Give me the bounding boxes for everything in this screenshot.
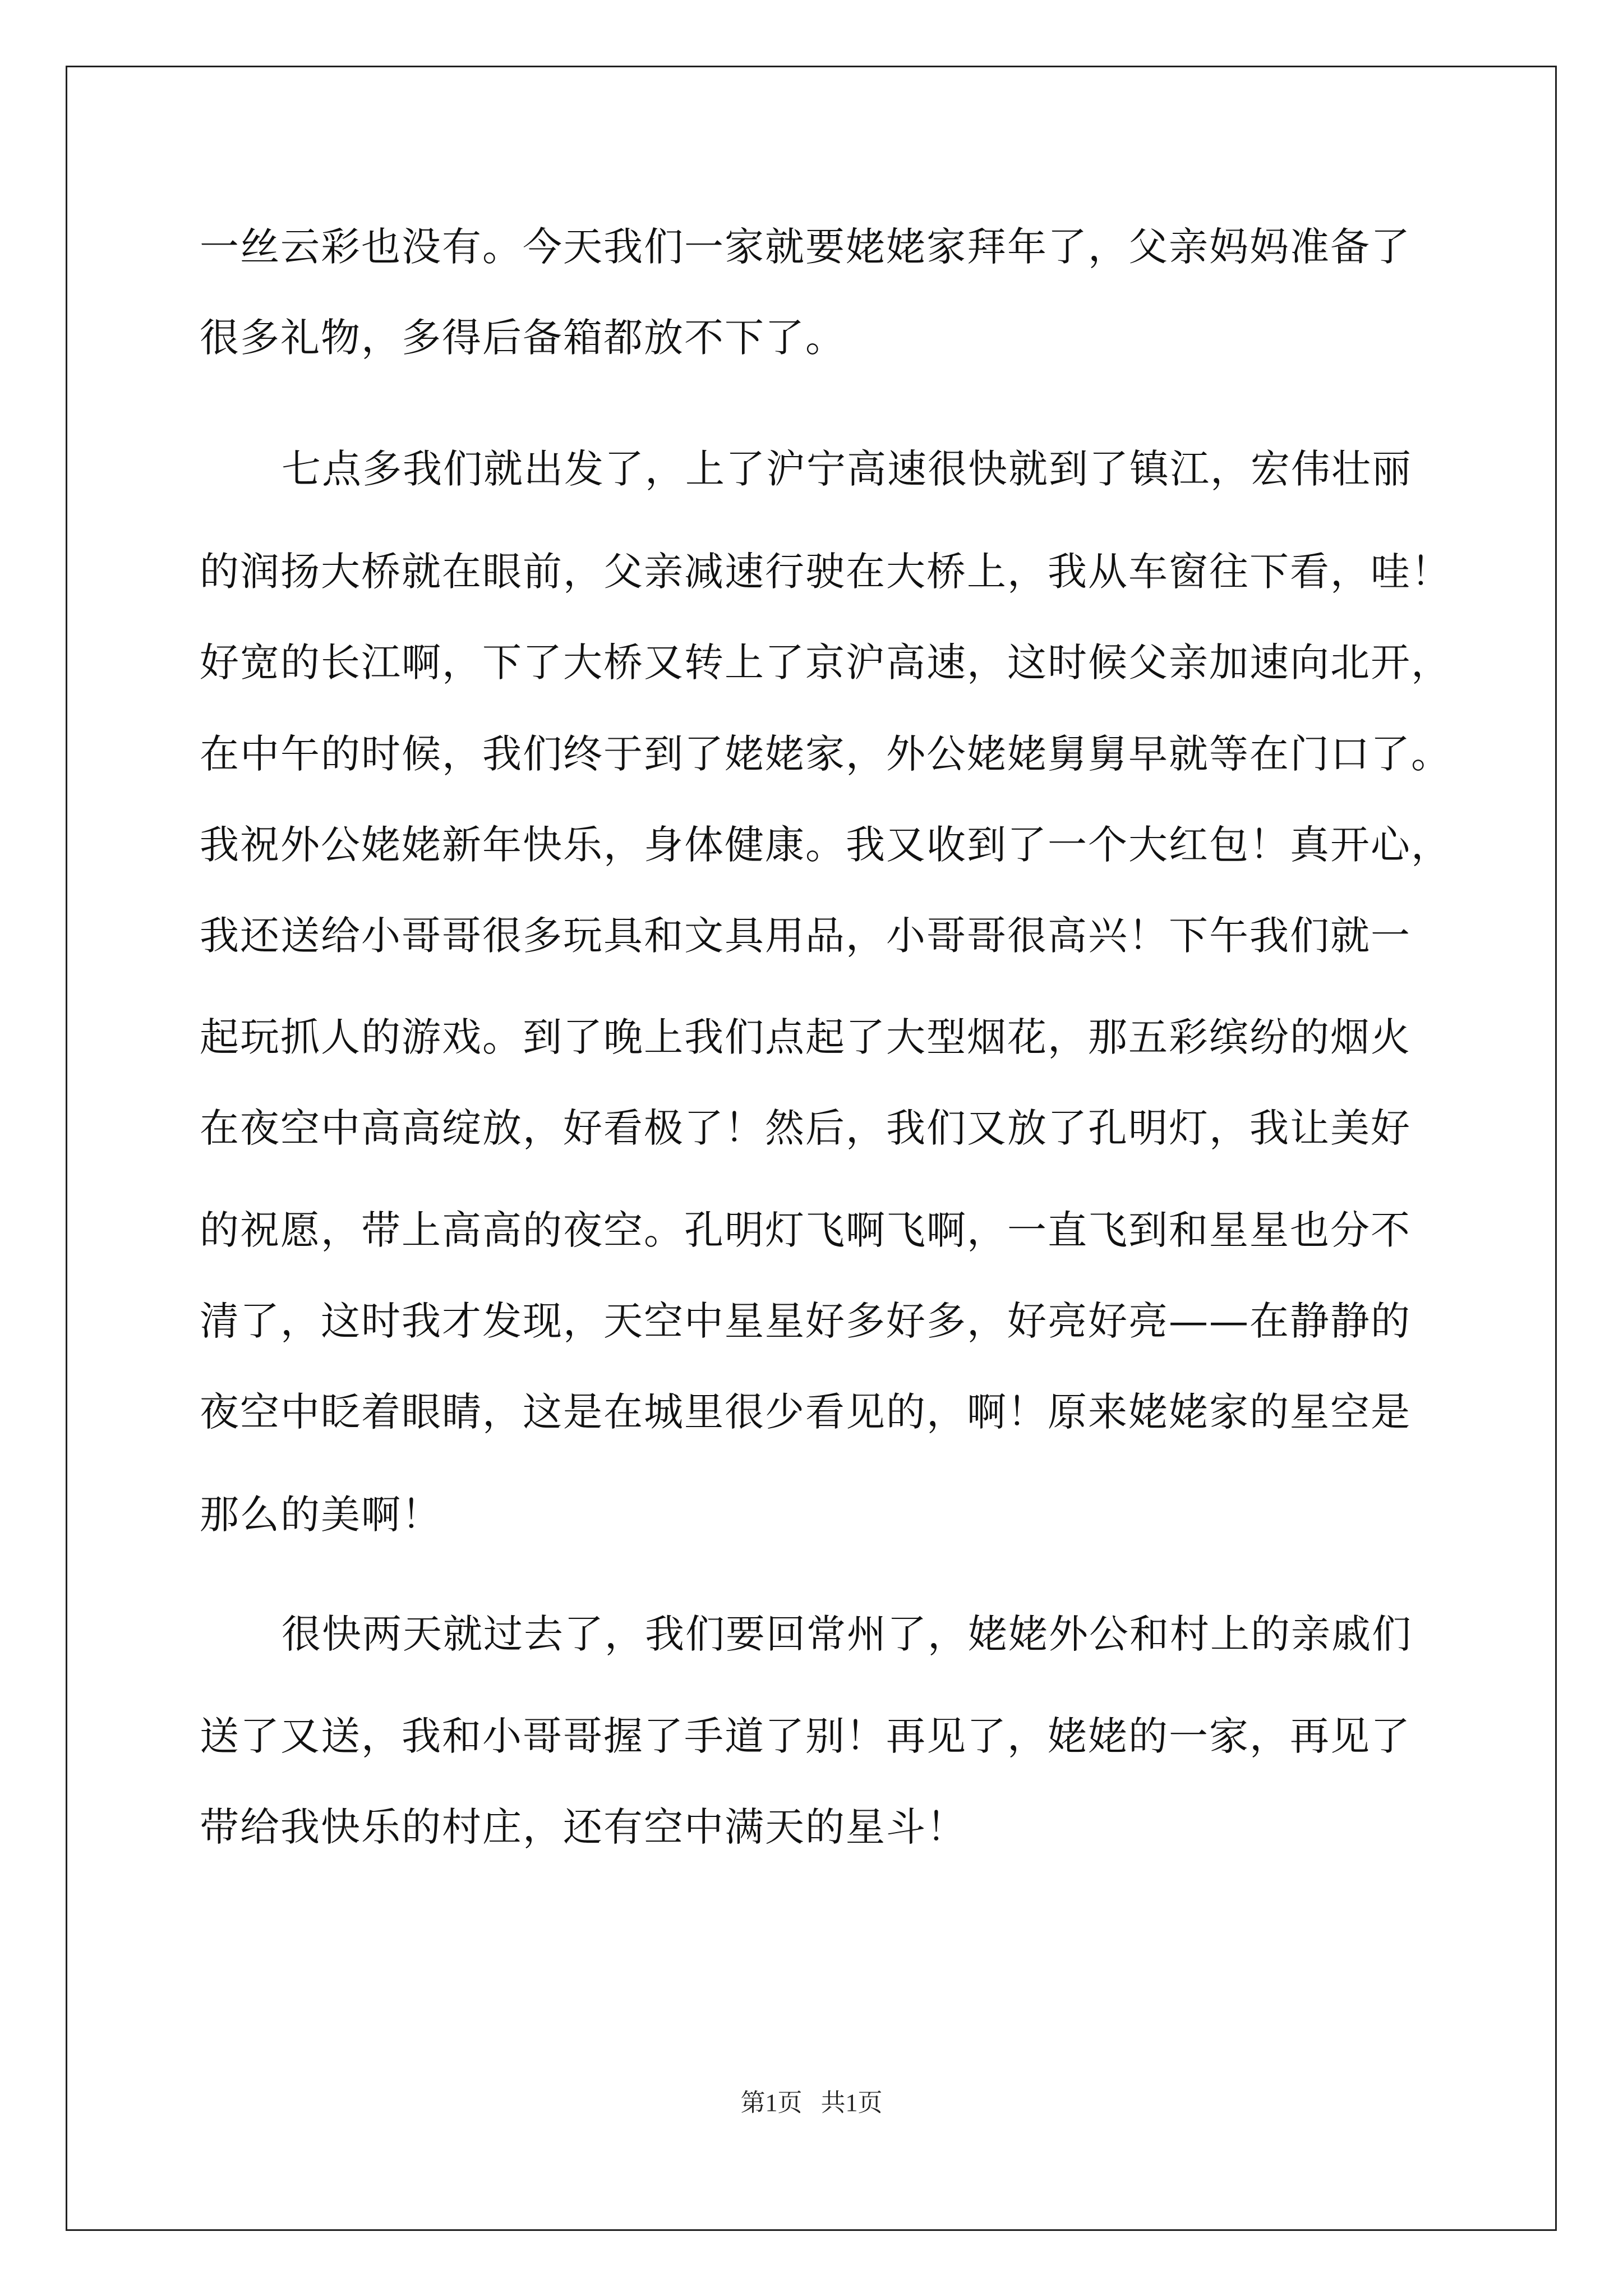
text-line: 在夜空中高高绽放，好看极了！然后，我们又放了孔明灯，我让美好 bbox=[200, 1105, 1411, 1151]
text-line: 的祝愿，带上高高的夜空。孔明灯飞啊飞啊，一直飞到和星星也分不 bbox=[200, 1207, 1411, 1253]
text-line: 在中午的时候，我们终于到了姥姥家，外公姥姥舅舅早就等在门口了。 bbox=[200, 731, 1451, 777]
text-line: 我祝外公姥姥新年快乐，身体健康。我又收到了一个大红包！真开心， bbox=[200, 822, 1451, 868]
text-line: 起玩抓人的游戏。到了晚上我们点起了大型烟花，那五彩缤纷的烟火 bbox=[200, 1014, 1411, 1060]
text-line: 送了又送，我和小哥哥握了手道了别！再见了，姥姥的一家，再见了 bbox=[200, 1713, 1411, 1759]
paragraph-start-line: 七点多我们就出发了，上了沪宁高速很快就到了镇江，宏伟壮丽 bbox=[282, 446, 1412, 492]
text-line: 的润扬大桥就在眼前，父亲减速行驶在大桥上，我从车窗往下看，哇！ bbox=[200, 549, 1451, 595]
paragraph-start-line: 很快两天就过去了，我们要回常州了，姥姥外公和村上的亲戚们 bbox=[282, 1611, 1412, 1657]
text-line: 清了，这时我才发现，天空中星星好多好多，好亮好亮——在静静的 bbox=[200, 1298, 1411, 1344]
text-line: 带给我快乐的村庄，还有空中满天的星斗！ bbox=[200, 1804, 967, 1850]
page-number-footer: 第1页 共1页 bbox=[740, 2089, 883, 2116]
text-line: 很多礼物，多得后备箱都放不下了。 bbox=[200, 315, 846, 361]
text-line: 一丝云彩也没有。今天我们一家就要姥姥家拜年了，父亲妈妈准备了 bbox=[200, 224, 1411, 270]
text-line: 那么的美啊！ bbox=[200, 1492, 442, 1538]
text-line: 好宽的长江啊，下了大桥又转上了京沪高速，这时候父亲加速向北开， bbox=[200, 639, 1451, 685]
text-line: 我还送给小哥哥很多玩具和文具用品，小哥哥很高兴！下午我们就一 bbox=[200, 913, 1411, 959]
text-line: 夜空中眨着眼睛，这是在城里很少看见的，啊！原来姥姥家的星空是 bbox=[200, 1389, 1411, 1435]
